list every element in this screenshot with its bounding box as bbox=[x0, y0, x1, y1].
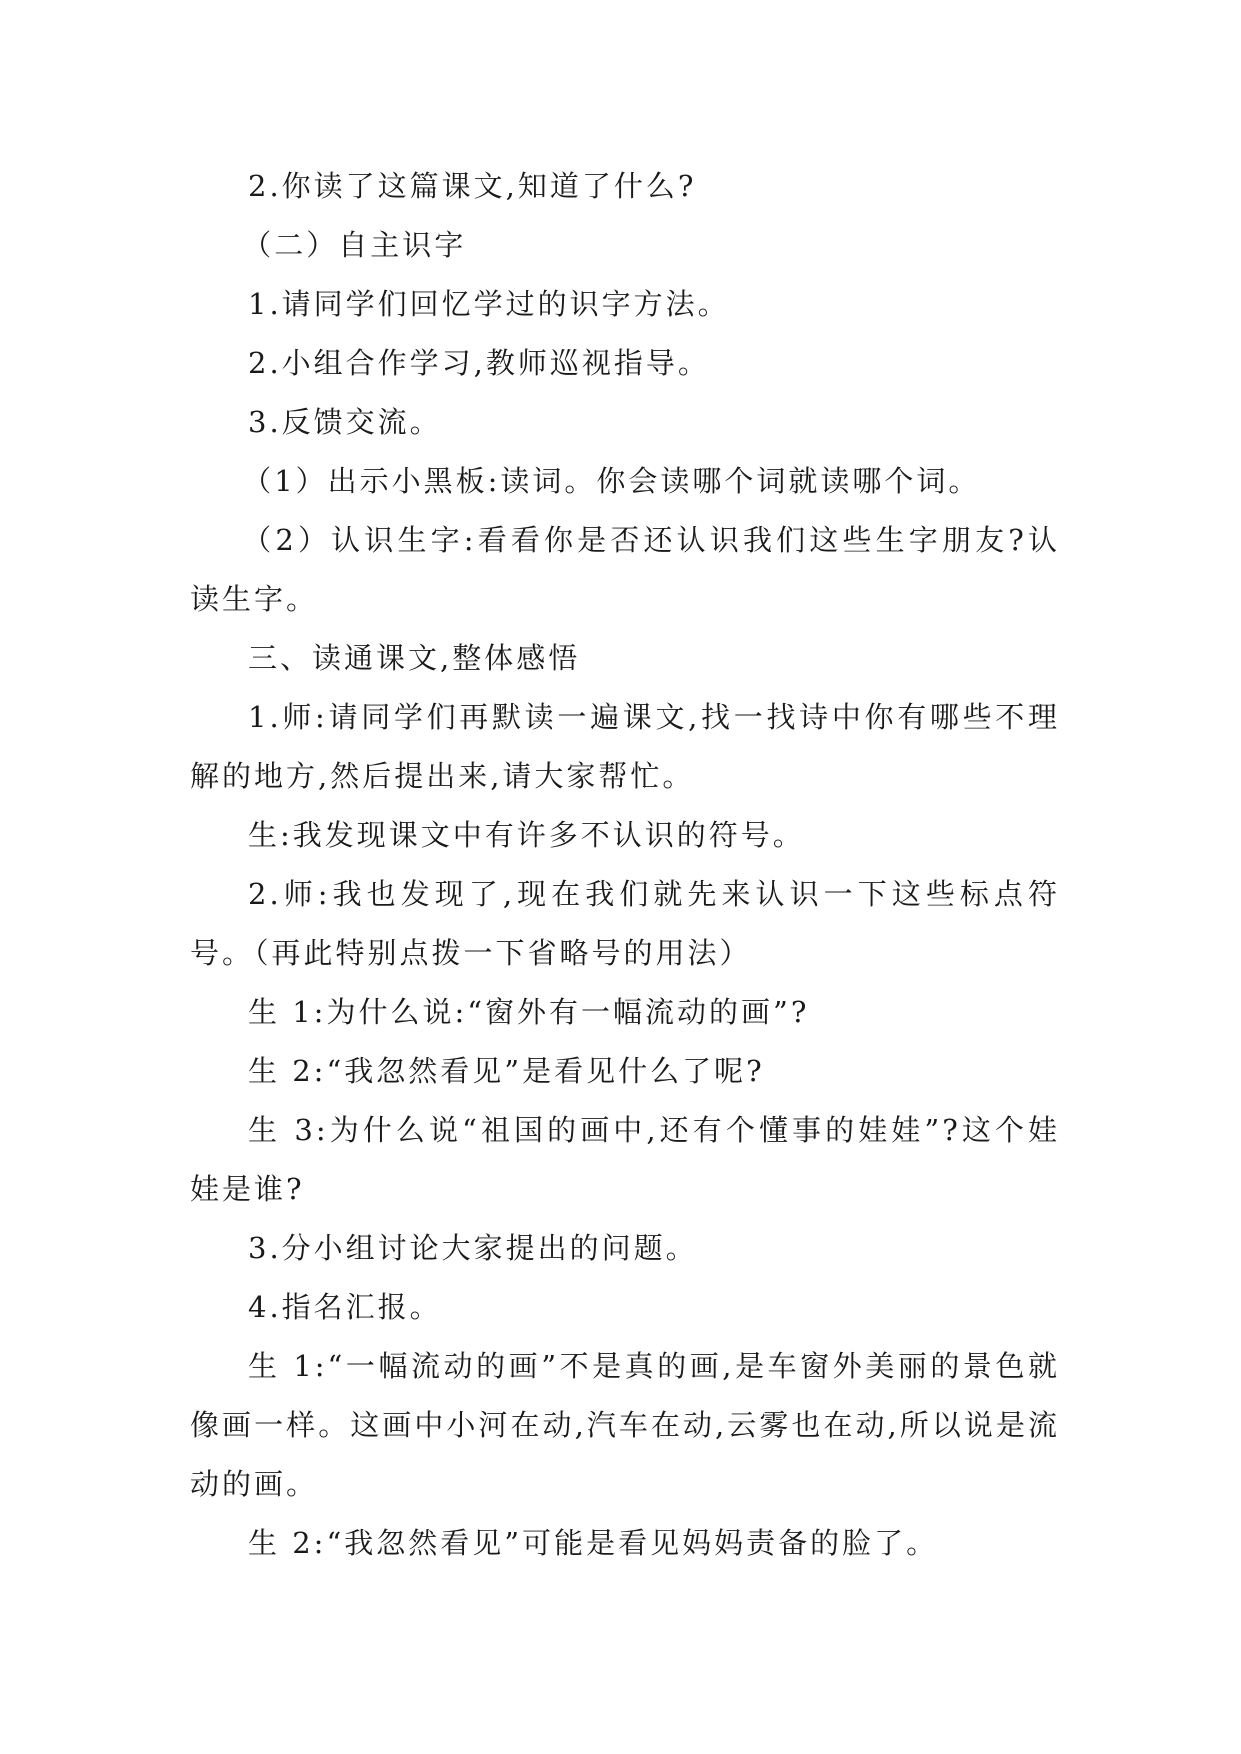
paragraph-teacher-2: 2.师:我也发现了,现在我们就先来认识一下这些标点符号。（再此特别点拨一下省略号的用法） bbox=[190, 877, 1060, 970]
paragraph-teacher-1: 1.师:请同学们再默读一遍课文,找一找诗中你有哪些不理解的地方,然后提出来,请大家帮忙。 bbox=[190, 700, 1060, 793]
paragraph-student-1-answer: 生 1:“一幅流动的画”不是真的画,是车窗外美丽的景色就像画一样。这画中小河在动,汽车在动,云雾也在动,所以说是流动的画。 bbox=[190, 1349, 1060, 1501]
paragraph-student-reply: 生:我发现课文中有许多不认识的符号。 bbox=[248, 818, 805, 852]
paragraph-student-1-question: 生 1:为什么说:“窗外有一幅流动的画”? bbox=[248, 995, 810, 1029]
paragraph-step-report: 4.指名汇报。 bbox=[248, 1290, 442, 1324]
document-body bbox=[190, 157, 1060, 1573]
section-heading-read-through: 三、读通课文,整体感悟 bbox=[248, 641, 581, 675]
paragraph-step-group-discussion: 3.分小组讨论大家提出的问题。 bbox=[248, 1231, 698, 1265]
section-heading-self-literacy: （二）自主识字 bbox=[242, 228, 467, 262]
paragraph-student-2-answer: 生 2:“我忽然看见”可能是看见妈妈责备的脸了。 bbox=[248, 1526, 939, 1560]
paragraph-step-3: 3.反馈交流。 bbox=[248, 405, 442, 439]
paragraph-substep-1: （1）出示小黑板:读词。你会读哪个词就读哪个词。 bbox=[242, 464, 981, 498]
paragraph-student-3-question: 生 3:为什么说“祖国的画中,还有个懂事的娃娃”?这个娃娃是谁? bbox=[190, 1113, 1060, 1206]
paragraph-question-2: 2.你读了这篇课文,知道了什么? bbox=[248, 169, 697, 203]
paragraph-step-2: 2.小组合作学习,教师巡视指导。 bbox=[248, 346, 710, 380]
paragraph-substep-2: （2）认识生字:看看你是否还认识我们这些生字朋友?认读生字。 bbox=[190, 523, 1060, 616]
paragraph-student-2-question: 生 2:“我忽然看见”是看见什么了呢? bbox=[248, 1054, 765, 1088]
paragraph-step-1: 1.请同学们回忆学过的识字方法。 bbox=[248, 287, 730, 321]
